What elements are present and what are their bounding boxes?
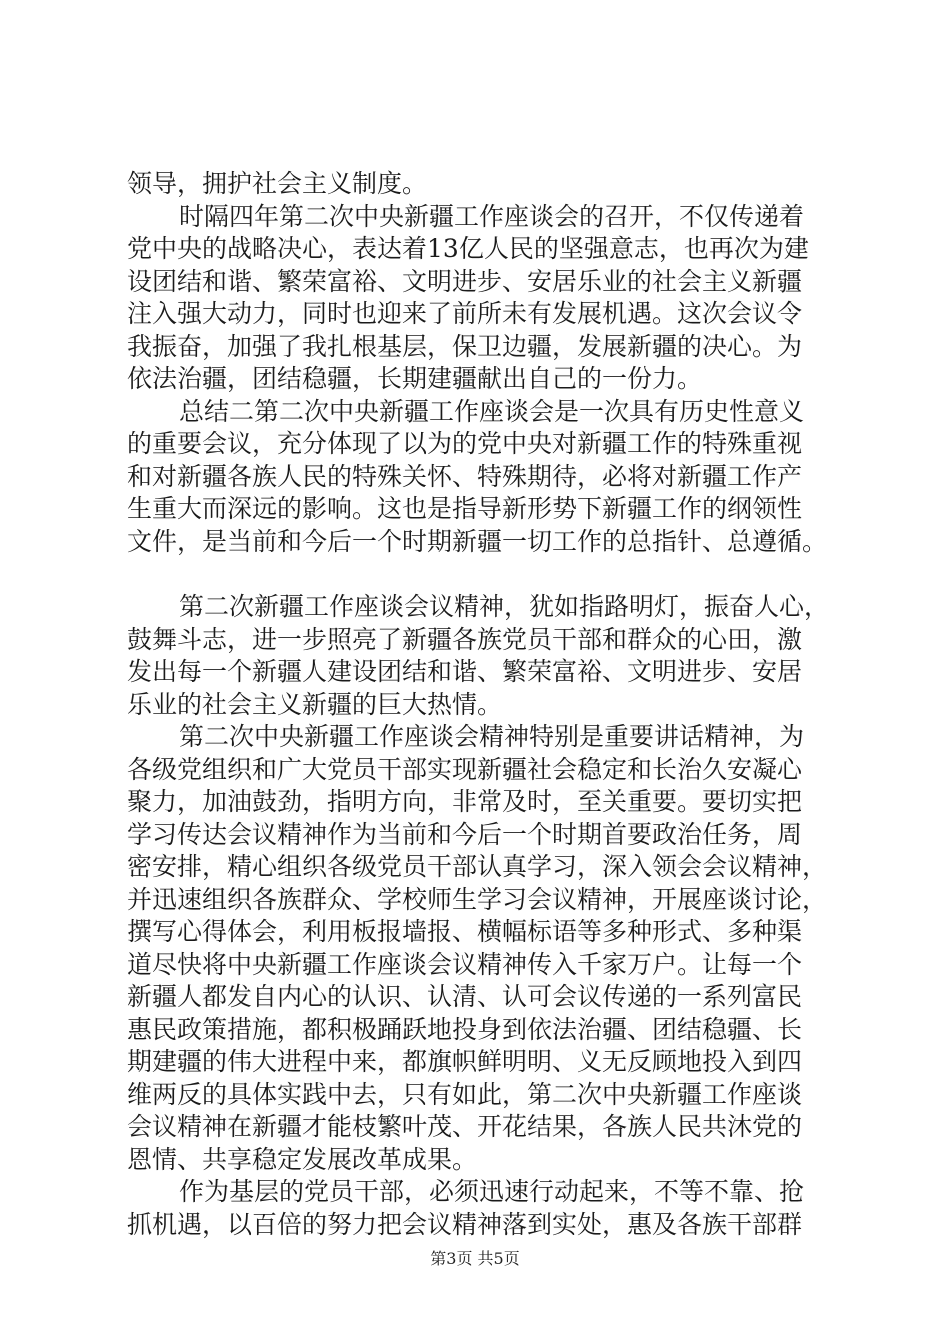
document-body: [127, 168, 847, 1241]
paragraph-line: 各级党组织和广大党员干部实现新疆社会稳定和长治久安凝心: [127, 754, 803, 784]
paragraph: [127, 591, 847, 721]
paragraph-line: 生重大而深远的影响。这也是指导新形势下新疆工作的纲领性: [127, 494, 803, 523]
paragraph-line: 时隔四年第二次中央新疆工作座谈会的召开，不仅传递着: [179, 201, 805, 231]
paragraph-line: 我振奋，加强了我扎根基层，保卫边疆，发展新疆的决心。为: [127, 331, 803, 361]
paragraph-line: 鼓舞斗志，进一步照亮了新疆各族党员干部和群众的心田，激: [127, 624, 803, 654]
paragraph-line: 维两反的具体实践中去，只有如此，第二次中央新疆工作座谈: [127, 1079, 803, 1109]
paragraph-line: 并迅速组织各族群众、学校师生学习会议精神，开展座谈讨论，: [127, 884, 828, 914]
paragraph-spacer: [127, 558, 847, 591]
paragraph-line: 撰写心得体会，利用板报墙报、横幅标语等多种形式、多种渠: [127, 917, 803, 946]
paragraph-line: 总结二第二次中央新疆工作座谈会是一次具有历史性意义: [179, 396, 805, 426]
paragraph-line: 聚力，加油鼓劲，指明方向，非常及时，至关重要。要切实把: [127, 787, 803, 816]
paragraph-line: 抓机遇，以百倍的努力把会议精神落到实处，惠及各族干部群: [127, 1209, 803, 1239]
paragraph-line: 的重要会议，充分体现了以为的党中央对新疆工作的特殊重视: [127, 429, 803, 458]
paragraph-line: 发出每一个新疆人建设团结和谐、繁荣富裕、文明进步、安居: [127, 657, 803, 686]
paragraph-line: 会议精神在新疆才能枝繁叶茂、开花结果，各族人民共沐党的: [127, 1112, 803, 1141]
paragraph-line: 密安排，精心组织各级党员干部认真学习，深入领会会议精神，: [127, 852, 828, 881]
paragraph: [127, 168, 847, 201]
paragraph-line: 第二次新疆工作座谈会议精神，犹如指路明灯，振奋人心，: [179, 592, 830, 621]
paragraph-line: 领导，拥护社会主义制度。: [127, 169, 428, 198]
page-footer: 第3页 共5页: [430, 1249, 520, 1268]
paragraph-line: 期建疆的伟大进程中来，都旗帜鲜明明、义无反顾地投入到四: [127, 1047, 803, 1076]
paragraph-line: 惠民政策措施，都积极踊跃地投身到依法治疆、团结稳疆、长: [127, 1014, 803, 1044]
paragraph-line: 学习传达会议精神作为当前和今后一个时期首要政治任务，周: [127, 819, 803, 849]
paragraph: [127, 396, 847, 559]
paragraph-line: 作为基层的党员干部，必须迅速行动起来，不等不靠、抢: [179, 1177, 805, 1206]
paragraph-line: 注入强大动力，同时也迎来了前所未有发展机遇。这次会议令: [127, 299, 803, 328]
paragraph-line: 道尽快将中央新疆工作座谈会议精神传入千家万户。让每一个: [127, 949, 803, 979]
paragraph-line: 党中央的战略决心，表达着13亿人民的坚强意志，也再次为建: [127, 234, 809, 263]
paragraph-line: 依法治疆，团结稳疆，长期建疆献出自己的一份力。: [127, 364, 703, 393]
paragraph-line: 文件，是当前和今后一个时期新疆一切工作的总指针、总遵循。: [127, 526, 828, 556]
paragraph-line: 乐业的社会主义新疆的巨大热情。: [127, 689, 503, 719]
paragraph-line: 恩情、共享稳定发展改革成果。: [127, 1144, 478, 1174]
paragraph: [127, 1176, 847, 1241]
paragraph-line: 第二次中央新疆工作座谈会精神特别是重要讲话精神，为: [179, 722, 805, 751]
paragraph: [127, 721, 847, 1176]
paragraph-line: 和对新疆各族人民的特殊关怀、特殊期待，必将对新疆工作产: [127, 461, 803, 491]
paragraph: [127, 201, 847, 396]
paragraph-line: 新疆人都发自内心的认识、认清、认可会议传递的一系列富民: [127, 982, 803, 1011]
paragraph-line: 设团结和谐、繁荣富裕、文明进步、安居乐业的社会主义新疆: [127, 266, 803, 296]
